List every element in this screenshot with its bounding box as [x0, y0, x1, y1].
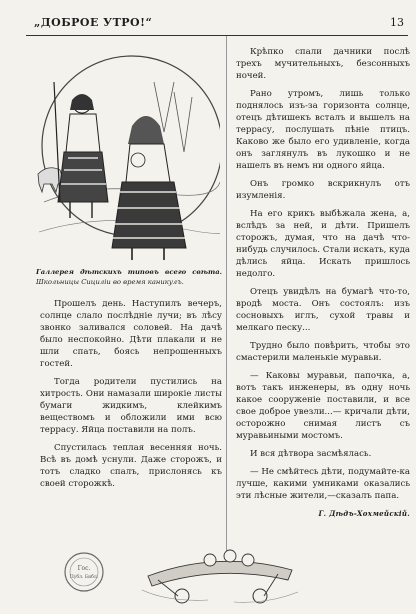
stamp-line2: Публ. Библ. — [69, 575, 99, 580]
page-number: 13 — [390, 16, 404, 29]
illustration-sicilian-girls — [34, 42, 220, 264]
paragraph: Спустилась теплая весенняя ночь. Всѣ въ домѣ уснули. Даже сторожъ, и тотъ сладко спалъ, прислонясь къ своей сторожкѣ. — [40, 443, 222, 489]
paragraph: Отецъ увидѣлъ на бумагѣ что-то, вродѣ моста. Онъ состоялъ: изъ сосновыхъ иглъ, сухой травы и мелкаго песку... — [236, 287, 410, 333]
paragraph: Крѣпко спали дачники послѣ трехъ мучительныхъ, безсонныхъ ночей. — [236, 47, 410, 81]
paragraph: Тогда родители пустились на хитрость. Они намазали широкіе листы бумаги жидкимъ, клейкимъ веществомъ и обложили ими всю террасу. Яйца поставили на полъ. — [40, 377, 222, 435]
author-signature: Г. Дѣдъ-Хохмейскій. — [318, 509, 410, 518]
page-header — [26, 13, 408, 36]
right-column-text — [236, 46, 410, 520]
left-column-text — [40, 298, 222, 496]
paragraph: Рано утромъ, лишь только поднялось изъ-за горизонта солнце, отецъ дѣтишекъ всталъ и вышелъ на террасу, послушать пѣніе птицъ. Каково же было его удивленіе, когда онъ заглянулъ въ лукошко и не нашелъ въ немъ ни одного яйца. — [236, 89, 410, 171]
caption-rest: Школьницы Сициліи во время каникулъ. — [36, 277, 184, 286]
paragraph: На его крикъ выбѣжала жена, а, вслѣдъ за ней, и дѣти. Пришелъ сторожъ, думая, что на дачѣ что-нибудь случилось. Стали искать, куда дѣлись яйца. Искать пришлось недолго. — [236, 209, 410, 279]
paragraph: Прошелъ день. Наступилъ вечеръ, солнце слало послѣдніе лучи; въ лѣсу звонко заливался соловей. На дачѣ было неспокойно. Дѣти плакали и не шли спать, боясь непрошенныхъ гостей. — [40, 299, 222, 369]
paragraph: Онъ громко вскрикнулъ отъ изумленія. — [236, 179, 410, 201]
paragraph: — Не смѣйтесь дѣти, подумайте-ка лучше, какими умниками оказались эти лѣсные жители,—сказалъ папа. — [236, 467, 410, 501]
stamp-line1: Гос. — [77, 565, 91, 572]
column-divider — [226, 36, 227, 556]
illustration-caption — [36, 268, 222, 287]
library-stamp — [62, 550, 106, 594]
paragraph: И вся дѣтвора засмѣялась. — [250, 449, 372, 459]
magazine-title: „ДОБРОЕ УТРО!“ — [34, 16, 153, 29]
paragraph: Трудно было повѣрить, чтобы это смастерили маленькіе муравьи. — [236, 341, 410, 363]
paragraph: — Каковы муравьи, папочка, а, вотъ такъ инженеры, въ одну ночь какое сооруженіе поставили, и все свое доброе увезли...— кричали дѣти, осторожно снимая листъ съ муравьиными мостомъ. — [236, 371, 410, 441]
vignette-flying-machine — [138, 530, 302, 606]
caption-bold: Галлерея дѣтскихъ типовъ всего свѣта. — [36, 268, 222, 276]
